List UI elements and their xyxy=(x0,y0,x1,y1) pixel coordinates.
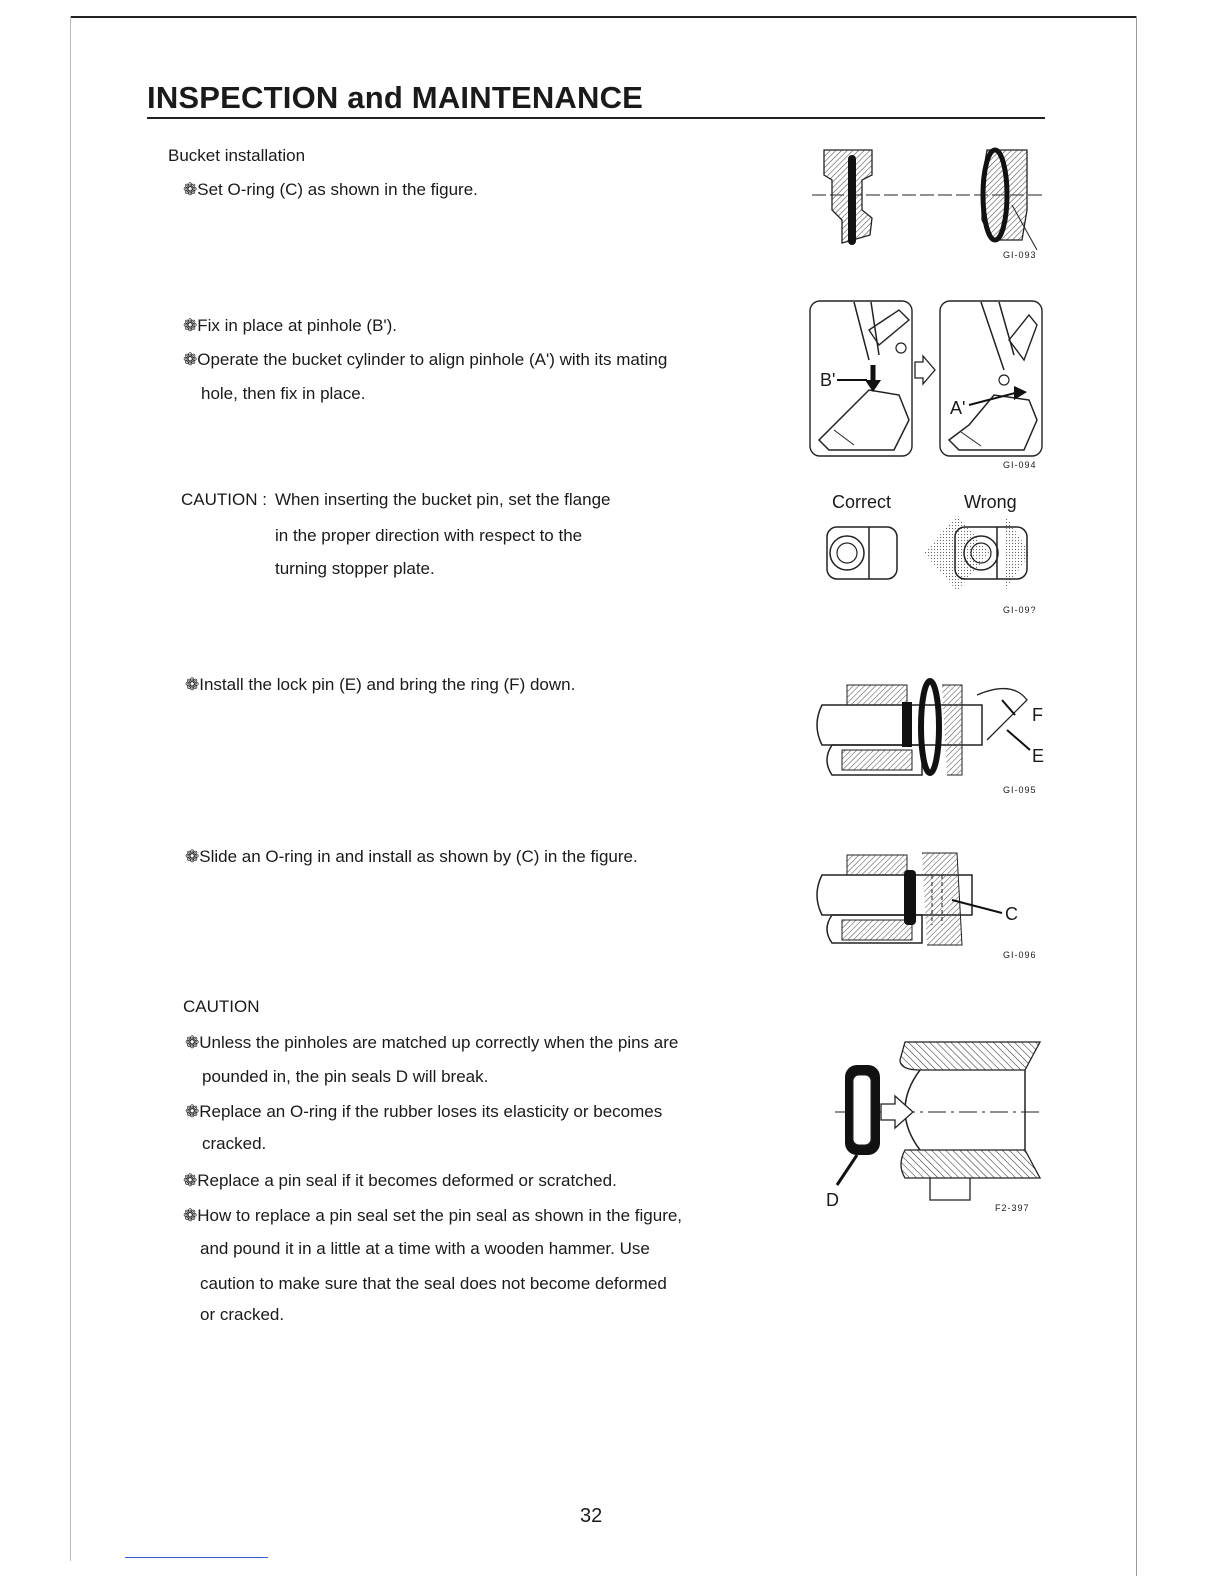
left-margin-line xyxy=(70,16,71,1561)
caution-line-2: in the proper direction with respect to the xyxy=(275,526,583,545)
page-title: INSPECTION and MAINTENANCE xyxy=(147,80,644,115)
figure-o-ring-set xyxy=(812,140,1042,250)
caution-label: CAUTION : xyxy=(181,490,267,509)
bullet-icon: ❁ xyxy=(185,675,200,694)
bullet-icon: ❁ xyxy=(183,316,198,335)
label-c: C xyxy=(1005,904,1018,924)
figure-lock-pin-ring xyxy=(812,670,1045,785)
figure-code-2: GI-094 xyxy=(1003,460,1037,470)
label-f: F xyxy=(1032,705,1043,725)
caution-heading: CAUTION xyxy=(183,997,260,1016)
label-a-prime: A' xyxy=(950,398,966,418)
caution-bullet-1-cont: pounded in, the pin seals D will break. xyxy=(202,1067,489,1086)
caution-line-3: turning stopper plate. xyxy=(275,559,435,578)
step-operate-cylinder-cont: hole, then fix in place. xyxy=(201,384,366,403)
caution-bullet-4-cont-3: or cracked. xyxy=(200,1305,285,1324)
figure-code-5: GI-096 xyxy=(1003,950,1037,960)
step-set-o-ring: ❁Set O-ring (C) as shown in the figure. xyxy=(183,180,478,199)
bullet-icon: ❁ xyxy=(183,1206,198,1225)
step-operate-cylinder: ❁Operate the bucket cylinder to align pinhole (A') with its mating xyxy=(183,350,668,369)
step-slide-o-ring: ❁Slide an O-ring in and install as shown by (C) in the figure. xyxy=(185,847,638,866)
label-d: D xyxy=(826,1190,839,1210)
step-install-lock-pin: ❁Install the lock pin (E) and bring the ring (F) down. xyxy=(185,675,576,694)
label-b-prime: B' xyxy=(820,370,836,390)
label-e: E xyxy=(1032,746,1045,766)
label-wrong: Wrong xyxy=(964,492,1017,512)
top-rule xyxy=(70,16,1136,18)
caution-bullet-1: ❁Unless the pinholes are matched up correctly when the pins are xyxy=(185,1033,679,1052)
step-fix-pinhole-b: ❁Fix in place at pinhole (B'). xyxy=(183,316,398,335)
figure-flange-direction xyxy=(825,515,1035,595)
bullet-icon: ❁ xyxy=(185,847,200,866)
label-correct: Correct xyxy=(832,492,892,512)
figure-code-4: GI-095 xyxy=(1003,785,1037,795)
page-number: 32 xyxy=(580,1505,603,1527)
title-underline xyxy=(147,117,1045,119)
figure-code-3: GI-09? xyxy=(1003,605,1037,615)
section-heading-bucket-installation: Bucket installation xyxy=(168,146,306,165)
caution-bullet-3: ❁Replace a pin seal if it becomes deformed or scratched. xyxy=(183,1171,617,1190)
caution-bullet-2-cont: cracked. xyxy=(202,1134,267,1153)
figure-pinhole-alignment xyxy=(809,300,1045,460)
figure-code-1: GI-093 xyxy=(1003,250,1037,260)
right-margin-line xyxy=(1136,16,1137,1576)
footer-accent-line xyxy=(125,1557,268,1558)
caution-bullet-4-cont-1: and pound it in a little at a time with a wooden hammer. Use xyxy=(200,1239,650,1258)
caution-bullet-4-cont-2: caution to make sure that the seal does not become deformed xyxy=(200,1274,667,1293)
bullet-icon: ❁ xyxy=(183,350,198,369)
bullet-icon: ❁ xyxy=(183,1171,198,1190)
caution-bullet-4: ❁How to replace a pin seal set the pin seal as shown in the figure, xyxy=(183,1206,683,1225)
bullet-icon: ❁ xyxy=(185,1102,200,1121)
bullet-icon: ❁ xyxy=(183,180,198,199)
figure-code-6: F2-397 xyxy=(995,1203,1030,1213)
caution-line-1: When inserting the bucket pin, set the flange xyxy=(275,490,611,509)
figure-o-ring-c xyxy=(812,845,1032,950)
figure-pin-seal xyxy=(835,1040,1045,1205)
caution-bullet-2: ❁Replace an O-ring if the rubber loses its elasticity or becomes xyxy=(185,1102,663,1121)
bullet-icon: ❁ xyxy=(185,1033,200,1052)
